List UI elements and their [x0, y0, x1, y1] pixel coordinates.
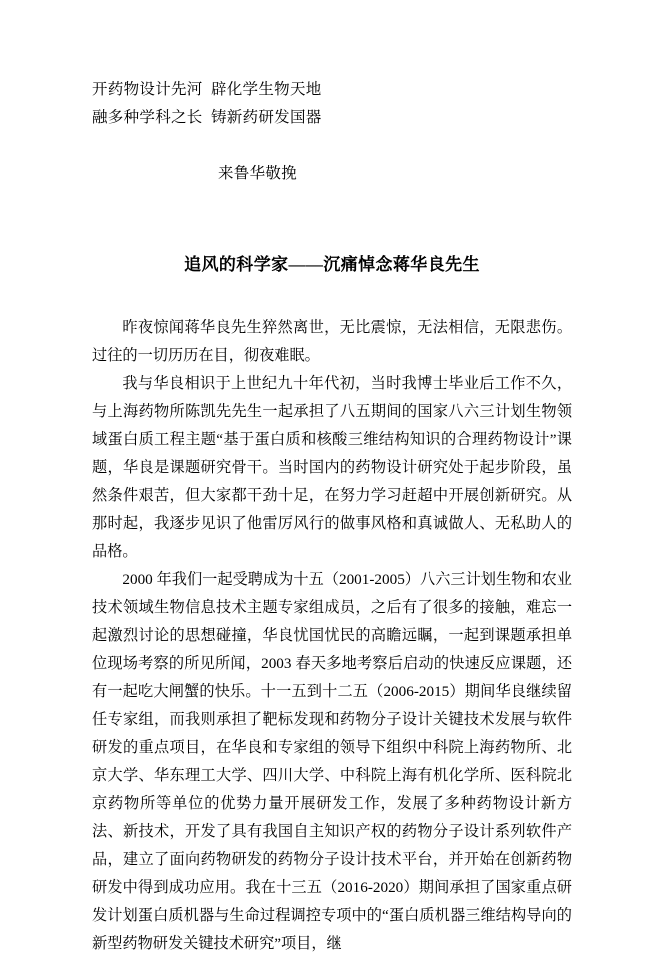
paragraph: 2000 年我们一起受聘成为十五（2001-2005）八六三计划生物和农业技术领域生物信息技术主题专家组成员，之后有了很多的接触，难忘一起激烈讨论的思想碰撞，华良忧国忧民的高瞻远瞩，一起到课题承担单位现场考察的所见所闻，2003 春天多地考察后启动的快速反应课题，还有一起吃大闸蟹的快乐。十一五到十二五（2006-2015）期间华良继续留任专家组，而我则承担了靶标发现和药物分子设计关键技术发展与软件研发的重点项目，在华良和专家组的领导下组织中科院上海药物所、北京大学、华东理工大学、四川大学、中科院上海有机化学所、医科院北京药物所等单位的优势力量开展研发工作，发展了多种药物设计新方法、新技术，开发了具有我国自主知识产权的药物分子设计系列软件产品，建立了面向药物研发的药物分子设计技术平台，并开始在创新药物研发中得到成功应用。我在十三五（2016-2020）期间承担了国家重点研发计划蛋白质机器与生命过程调控专项中的“蛋白质机器三维结构导向的新型药物研发关键技术研究”项目，继 — [92, 571, 572, 952]
paragraph: 我与华良相识于上世纪九十年代初，当时我博士毕业后工作不久，与上海药物所陈凯先先生一起承担了八五期间的国家八六三计划生物领域蛋白质工程主题“基于蛋白质和核酸三维结构知识的合理药物设计”课题，华良是课题研究骨干。当时国内的药物设计研究处于起步阶段，虽然条件艰苦，但大家都干劲十足，在努力学习赶超中开展创新研究。从那时起，我逐步见识了他雷厉风行的做事风格和真诚做人、无私助人的品格。 — [92, 375, 572, 560]
page-title: 追风的科学家——沉痛悼念蒋华良先生 — [184, 255, 480, 274]
signature-attribution: 来鲁华敬挽 — [218, 165, 298, 182]
elegiac-couplet — [92, 76, 572, 132]
body-text — [92, 314, 572, 958]
paragraph: 昨夜惊闻蒋华良先生猝然离世，无比震惊，无法相信，无限悲伤。过往的一切历历在目，彻夜难眠。 — [92, 319, 572, 364]
couplet-line-2: 融多种学科之长 铸新药研发国器 — [92, 109, 322, 126]
couplet-line-1: 开药物设计先河 辟化学生物天地 — [92, 81, 322, 98]
signature-block — [92, 160, 572, 188]
document-content — [92, 0, 572, 958]
